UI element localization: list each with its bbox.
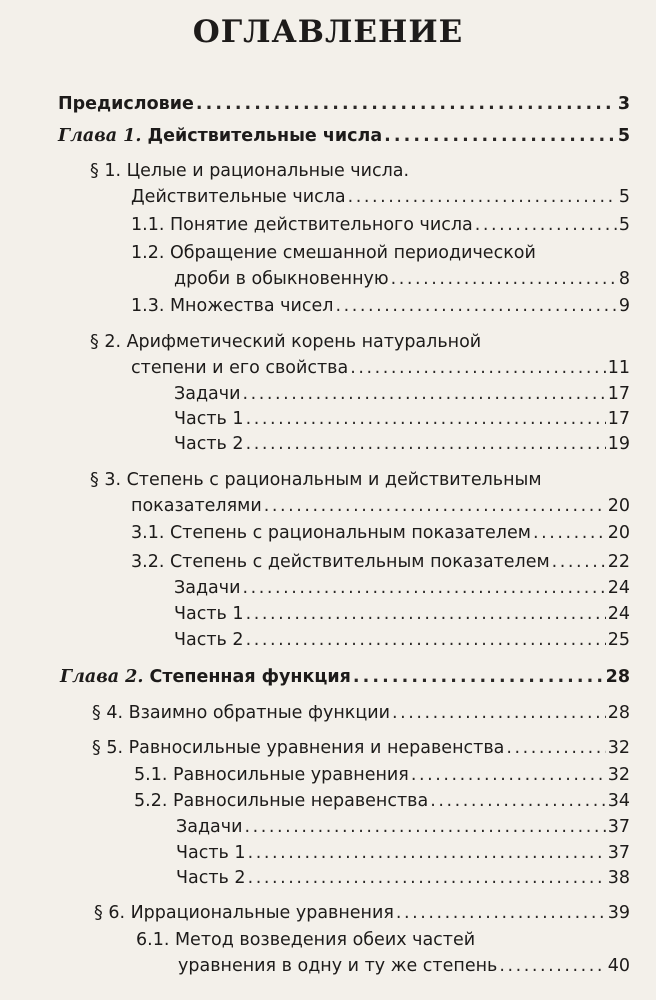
chapter-prefix: Глава 1. [58,126,142,146]
page-number: 19 [607,434,630,454]
entry-label: Действительные числа [147,126,383,146]
page-number: 37 [607,817,630,837]
dot-leader [335,294,616,318]
entry-label: дроби в обыкновенную [174,269,389,289]
page-number: 17 [607,384,630,404]
page-number: 34 [607,791,630,811]
dot-leader [392,701,606,725]
entry-label: 1.1. Понятие действительного числа [131,215,473,235]
entry-label: Часть 1 [176,843,246,863]
dot-leader [552,550,606,574]
entry-label: Степенная функция [149,667,351,687]
page-number: 32 [607,765,630,785]
dot-leader [244,815,605,839]
entry-label: 5.1. Равносильные уравнения [134,765,409,785]
page-number: 5 [618,187,630,207]
dot-leader [350,356,606,380]
dot-leader [506,736,605,760]
entry-label: Предисловие [58,94,194,114]
dot-leader [264,494,606,518]
entry-label: Задачи [176,817,243,837]
page-number: 5 [617,126,630,146]
page-number: 3 [617,94,630,114]
entry-label: 3.2. Степень с действительным показателем [131,552,550,572]
entry-label: показателями [131,496,262,516]
entry-label: Часть 2 [176,868,246,888]
dot-leader [242,576,605,600]
page-number: 17 [607,409,630,429]
entry-first-line: 6.1. Метод возведения обеих частей [136,930,476,950]
entry-label: § 5. Равносильные уравнения и неравенства [92,738,505,758]
dot-leader [391,267,617,291]
page-number: 24 [607,604,630,624]
page-number: 22 [607,552,630,572]
dot-leader [248,866,606,890]
page-number: 20 [607,523,630,543]
dot-leader [246,602,606,626]
dot-leader [348,185,617,209]
page-number: 8 [618,269,630,289]
dot-leader [246,432,606,456]
dot-leader [396,901,606,925]
dot-leader [475,213,617,237]
entry-label: § 6. Иррациональные уравнения [94,903,394,923]
page-title: ОГЛАВЛЕНИЕ [192,14,464,50]
page-number: 32 [607,738,630,758]
dot-leader [246,407,606,431]
entry-first-line: 1.2. Обращение смешанной периодической [131,243,536,263]
page-number: 39 [607,903,630,923]
page-number: 20 [607,496,630,516]
entry-label: Часть 2 [174,630,244,650]
entry-label: Часть 1 [174,604,244,624]
entry-label: Задачи [174,384,241,404]
entry-label: Задачи [174,578,241,598]
entry-label: 5.2. Равносильные неравенства [134,791,429,811]
entry-label: Часть 2 [174,434,244,454]
entry-label: Действительные числа [131,187,346,207]
dot-leader [248,841,606,865]
dot-leader [242,382,605,406]
entry-label: 1.3. Множества чисел [131,296,334,316]
page-number: 11 [607,358,630,378]
chapter-prefix: Глава 2. [60,667,144,687]
dot-leader [411,763,606,787]
dot-leader [430,789,606,813]
page-number: 38 [607,868,630,888]
entry-first-line: § 1. Целые и рациональные числа. [90,161,410,181]
page-number: 28 [607,703,630,723]
entry-label: уравнения в одну и ту же степень [178,956,498,976]
page-number: 5 [618,215,630,235]
dot-leader [196,92,616,116]
dot-leader [533,521,606,545]
dot-leader [246,628,606,652]
page-number: 40 [607,956,630,976]
dot-leader [499,954,605,978]
page-number: 9 [618,296,630,316]
page-number: 37 [607,843,630,863]
entry-label: Часть 1 [174,409,244,429]
page-number: 28 [605,667,630,687]
entry-first-line: § 2. Арифметический корень натуральной [90,332,482,352]
page-number: 25 [607,630,630,650]
page-number: 24 [607,578,630,598]
entry-first-line: § 3. Степень с рациональным и действительным [90,470,542,490]
entry-label: § 4. Взаимно обратные функции [92,703,390,723]
entry-label: 3.1. Степень с рациональным показателем [131,523,531,543]
dot-leader [384,124,616,148]
entry-label: степени и его свойства [131,358,349,378]
dot-leader [353,665,604,689]
